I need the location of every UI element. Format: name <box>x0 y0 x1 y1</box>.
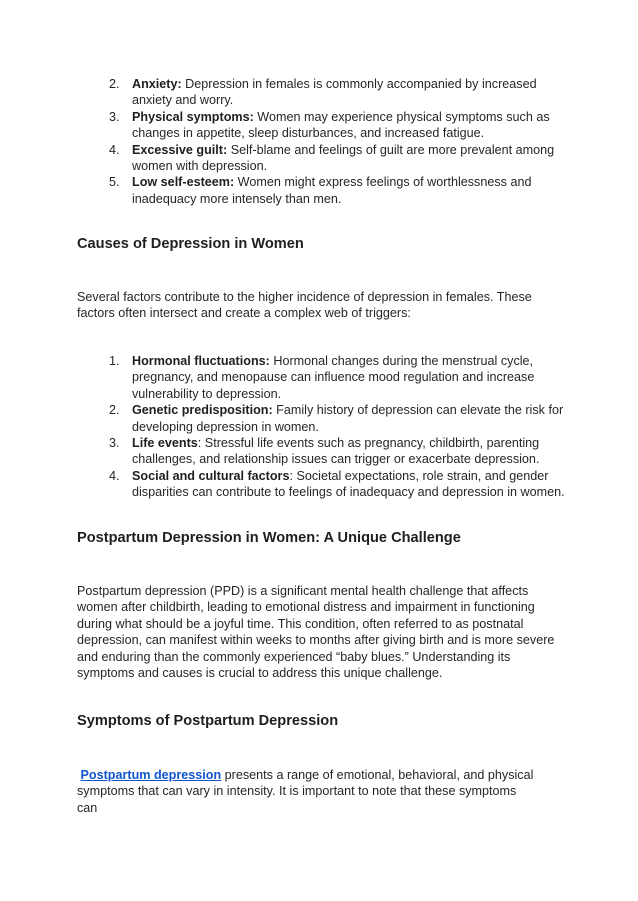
list-number: 4. <box>109 468 120 483</box>
list-item-term: Anxiety: <box>132 77 182 91</box>
list-item-term: Social and cultural factors <box>132 468 290 483</box>
list-item-term: Hormonal fluctuations: <box>132 354 270 368</box>
list-item-text: : Societal expectations, role strain, and gender disparities can contribute to feelings of inadequacy and depression in women. <box>132 468 565 500</box>
list-item <box>77 76 567 109</box>
list-number: 3. <box>109 109 120 124</box>
list-item-text: Family history of depression can elevate the risk for developing depression in women. <box>132 403 564 434</box>
paragraph: Postpartum depression (PPD) is a significant mental health challenge that affects women after childbirth, leading to emotional distress and impairment in functioning during what should be a joyful time. This condition, often referred to as postnatal depression, can manifest within weeks to months after giving birth and is more severe and enduring than the commonly experienced “baby blues.” Understanding its symptoms and causes is crucial to address this unique challenge. <box>77 584 555 681</box>
list-number: 4. <box>109 142 120 157</box>
postpartum-intro <box>77 583 567 681</box>
list-number: 2. <box>109 403 120 418</box>
section-heading: Causes of Depression in Women <box>77 236 304 252</box>
list-item-term: Excessive guilt: <box>132 142 228 157</box>
symptoms-list-continued <box>77 76 567 207</box>
list-item-term: Genetic predisposition: <box>132 403 273 418</box>
list-item-text: Hormonal changes during the menstrual cycle, pregnancy, and menopause can influence mood regulation and increase vulnerability to depression. <box>132 354 535 401</box>
list-item <box>77 174 567 207</box>
list-item <box>77 109 567 142</box>
list-item <box>77 435 567 468</box>
section-causes <box>77 235 567 253</box>
list-item <box>77 402 567 435</box>
section-ppd-symptoms <box>77 712 567 730</box>
list-item-term: Life events <box>132 436 198 451</box>
section-heading: Symptoms of Postpartum Depression <box>77 713 339 729</box>
section-postpartum <box>77 529 567 547</box>
list-number: 3. <box>109 436 120 451</box>
list-item-term: Low self-esteem: <box>132 175 235 190</box>
list-item-text: Depression in females is commonly accompanied by increased anxiety and worry. <box>132 77 537 108</box>
list-item-term: Physical symptoms: <box>132 109 254 124</box>
paragraph-text: presents a range of emotional, behavioral, and physical symptoms that can vary in intensity. It is important to note that these symptoms can <box>77 768 534 815</box>
list-item <box>77 353 567 402</box>
causes-intro <box>77 289 537 322</box>
paragraph <box>77 767 537 816</box>
list-number: 1. <box>109 354 120 368</box>
list-item <box>77 142 567 175</box>
section-heading: Postpartum Depression in Women: A Unique Challenge <box>77 530 461 546</box>
list-number: 5. <box>109 175 120 190</box>
list-item-text: Women may experience physical symptoms such as changes in appetite, sleep disturbances, and increased fatigue. <box>132 109 550 141</box>
list-number: 2. <box>109 77 120 91</box>
list-item-text: Self-blame and feelings of guilt are more prevalent among women with depression. <box>132 142 555 174</box>
list-item-text: : Stressful life events such as pregnancy, childbirth, parenting challenges, and relationship issues can trigger or exacerbate depression. <box>132 436 540 467</box>
ppd-symptoms-intro <box>77 767 537 816</box>
paragraph: Several factors contribute to the higher incidence of depression in females. These factors often intersect and create a complex web of triggers: <box>77 290 532 321</box>
causes-list <box>77 353 567 501</box>
postpartum-depression-link[interactable]: Postpartum depression <box>80 768 222 782</box>
list-item-text: Women might express feelings of worthlessness and inadequacy more intensely than men. <box>132 175 532 206</box>
list-item <box>77 468 567 501</box>
